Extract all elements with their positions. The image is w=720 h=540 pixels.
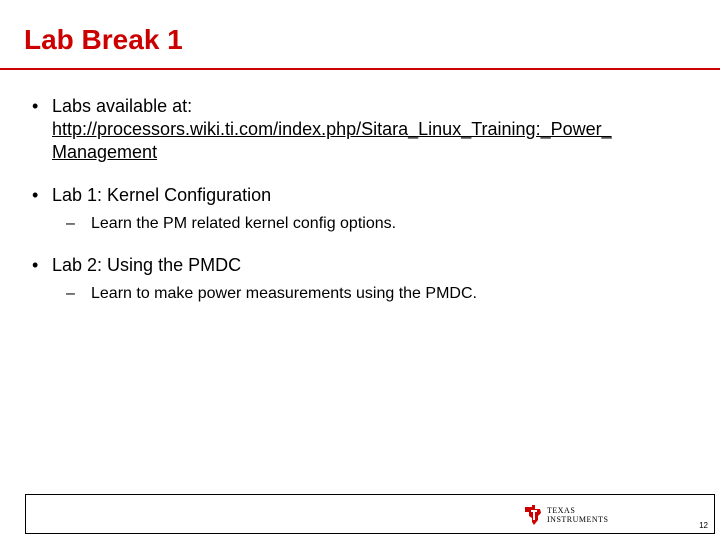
bullet-labs-available (32, 95, 692, 164)
title-rule (0, 68, 720, 70)
ti-logo-wordmark (547, 506, 609, 524)
bullet-text: Lab 2: Using the PMDC (52, 255, 242, 275)
ti-logo-icon (523, 504, 543, 526)
bullet-dot: • (32, 96, 39, 116)
sub-bullet-dash: – (66, 215, 75, 232)
sub-bullet-lab2 (32, 284, 692, 304)
sub-bullet-text: Learn the PM related kernel config options. (91, 215, 397, 232)
slide-content (32, 95, 692, 304)
ti-logo-line2: INSTRUMENTS (547, 515, 609, 524)
lab-link-line1[interactable]: http://processors.wiki.ti.com/index.php/Sitara_Linux_Training:_Power_ (52, 119, 612, 139)
bullet-dot: • (32, 185, 39, 205)
page-number: 12 (699, 521, 708, 530)
sub-bullet-dash: – (66, 285, 75, 302)
bullet-text: Labs available at: (52, 96, 193, 116)
slide-title: Lab Break 1 (24, 24, 183, 55)
lab-link-line2[interactable]: Management (52, 142, 158, 162)
ti-logo (523, 503, 609, 527)
bullet-dot: • (32, 255, 39, 275)
bullet-lab1 (32, 184, 692, 207)
ti-logo-line1: TEXAS (547, 506, 576, 515)
lab-link[interactable] (52, 119, 612, 162)
sub-bullet-text: Learn to make power measurements using the PMDC. (91, 285, 477, 302)
sub-bullet-lab1 (32, 214, 692, 234)
bullet-text: Lab 1: Kernel Configuration (52, 185, 272, 205)
slide-footer (25, 494, 715, 534)
bullet-lab2 (32, 254, 692, 277)
